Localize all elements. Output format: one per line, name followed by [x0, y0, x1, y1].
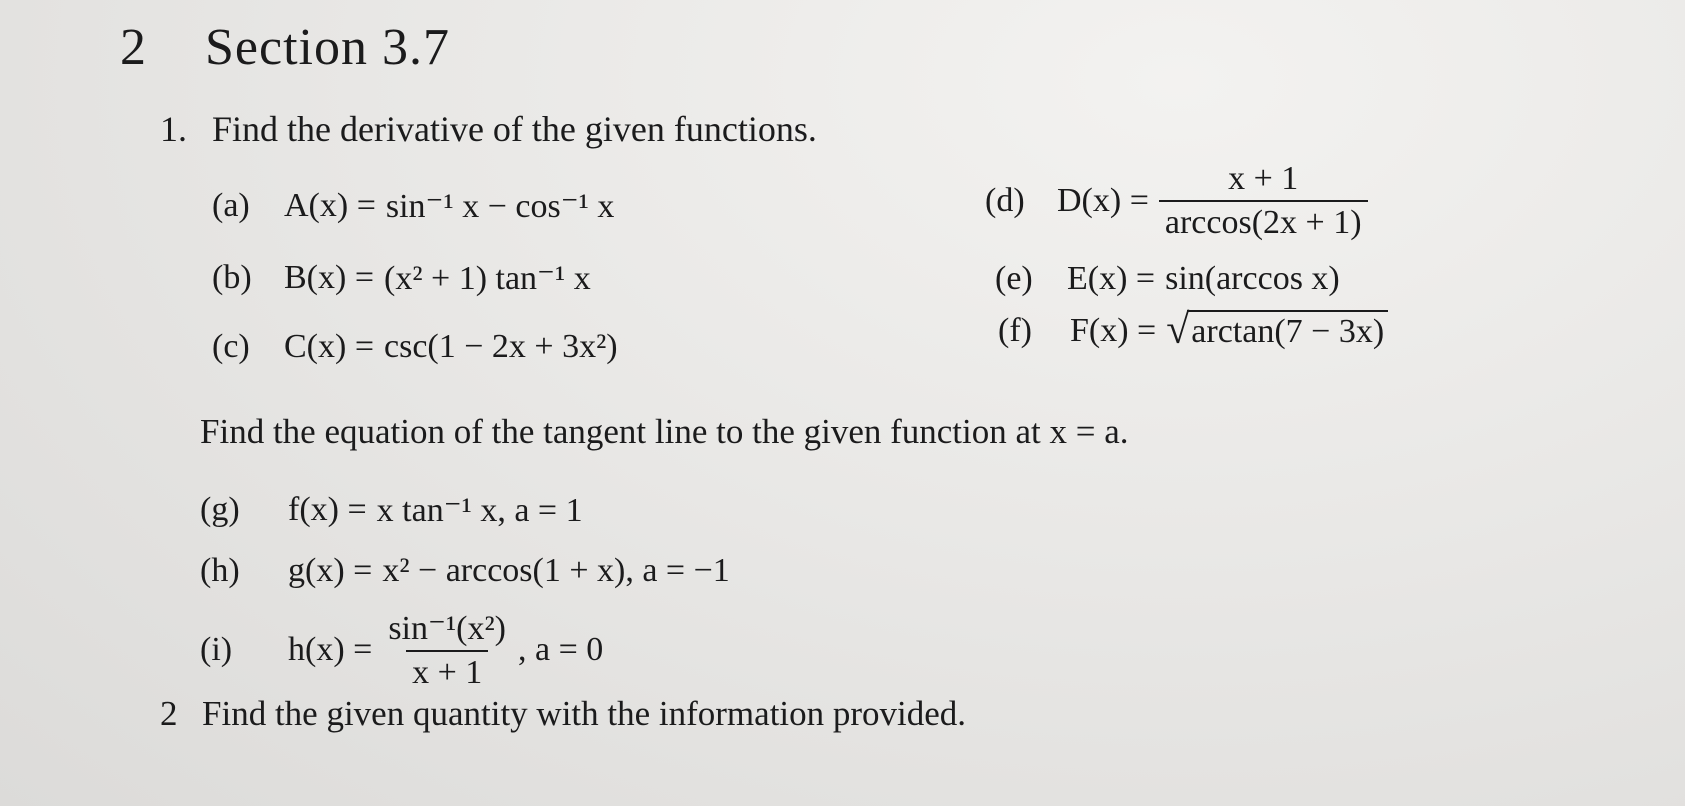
- item-h-label: (h): [200, 552, 240, 589]
- item-g-lhs: f(x) =: [288, 491, 367, 528]
- item-g-expression: x tan⁻¹ x, a = 1: [376, 492, 583, 529]
- item-d-label: (d): [985, 182, 1025, 219]
- item-c-lhs: C(x) =: [284, 328, 374, 365]
- problem-2-prompt: [160, 694, 966, 734]
- item-a-lhs: A(x) =: [284, 187, 376, 224]
- problem-2-number: 2: [160, 694, 178, 733]
- section-number: 2: [120, 19, 147, 76]
- item-c-label: (c): [212, 328, 250, 365]
- item-c: [212, 328, 618, 366]
- item-b: [212, 258, 591, 298]
- problem-1-prompt: [160, 108, 817, 150]
- item-h-expression: x² − arccos(1 + x), a = −1: [382, 552, 730, 589]
- item-h: [200, 552, 730, 590]
- item-f-label: (f): [998, 312, 1032, 349]
- item-i-numerator: sin⁻¹(x²): [388, 610, 506, 647]
- item-e-lhs: E(x) =: [1067, 260, 1156, 297]
- item-g: [200, 490, 583, 530]
- problem-1-number: 1.: [160, 109, 187, 149]
- item-i-denominator: x + 1: [406, 650, 488, 692]
- item-a: [212, 186, 614, 226]
- item-h-lhs: g(x) =: [288, 552, 373, 589]
- tangent-line-prompt: Find the equation of the tangent line to the given function at x = a.: [200, 412, 1129, 451]
- item-d: [985, 160, 1374, 242]
- radical-sign-icon: √: [1166, 307, 1190, 353]
- section-title: Section 3.7: [205, 19, 450, 76]
- item-c-expression: csc(1 − 2x + 3x²): [384, 328, 618, 365]
- item-b-lhs: B(x) =: [284, 259, 374, 296]
- item-b-expression: (x² + 1) tan⁻¹ x: [384, 260, 591, 297]
- problem-1-text: Find the derivative of the given functions.: [212, 109, 817, 149]
- item-e-label: (e): [995, 260, 1033, 297]
- item-d-numerator: x + 1: [1228, 160, 1299, 197]
- item-d-denominator: arccos(2x + 1): [1159, 200, 1368, 242]
- item-i: [200, 608, 603, 692]
- item-i-label: (i): [200, 631, 233, 668]
- item-i-tail: , a = 0: [517, 631, 604, 668]
- item-b-label: (b): [212, 259, 252, 296]
- item-a-expression: sin⁻¹ x − cos⁻¹ x: [385, 188, 615, 225]
- item-a-label: (a): [212, 187, 250, 224]
- section-heading: [120, 18, 450, 77]
- item-d-fraction: [1159, 160, 1368, 242]
- item-f-lhs: F(x) =: [1070, 312, 1157, 349]
- item-f-square-root: [1166, 307, 1388, 353]
- item-i-lhs: h(x) =: [288, 631, 373, 668]
- problem-2-text: Find the given quantity with the information provided.: [202, 694, 967, 733]
- item-f-radicand: arctan(7 − 3x): [1187, 310, 1388, 352]
- item-i-fraction: [382, 608, 512, 692]
- item-d-lhs: D(x) =: [1057, 182, 1149, 219]
- item-g-label: (g): [200, 491, 240, 528]
- item-e-expression: sin(arccos x): [1165, 260, 1340, 297]
- item-e: [995, 260, 1340, 298]
- item-f: [998, 307, 1388, 353]
